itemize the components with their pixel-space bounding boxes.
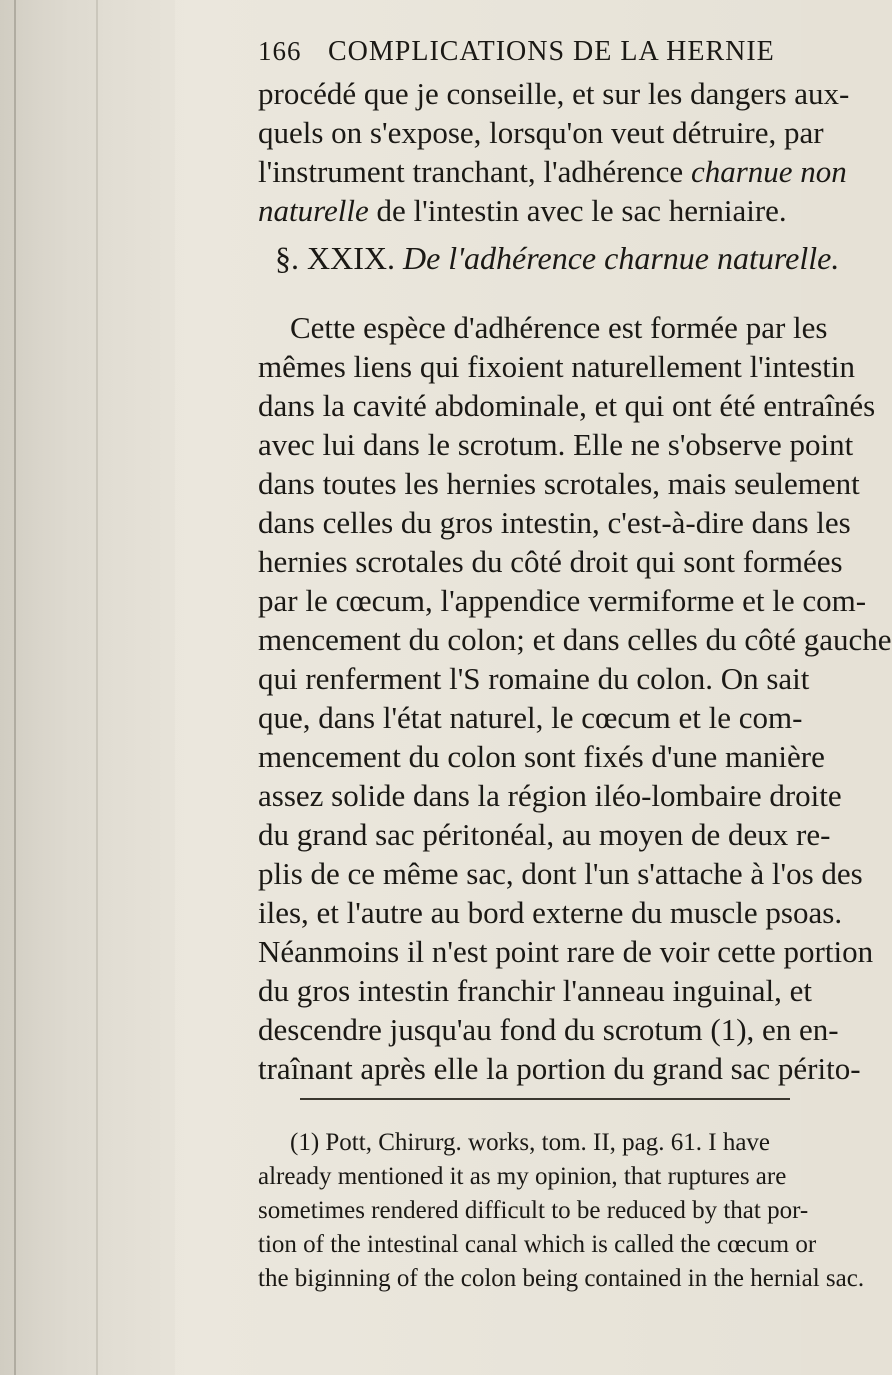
paragraph-line: mêmes liens qui fixoient naturellement l'intestin — [258, 349, 856, 384]
page-number: 166 — [258, 36, 302, 66]
body-line: naturelle de l'intestin avec le sac herniaire. — [258, 193, 787, 228]
paragraph-line: par le cœcum, l'appendice vermiforme et le com- — [258, 583, 867, 618]
paragraph-line: que, dans l'état naturel, le cœcum et le com- — [258, 700, 803, 735]
gutter-edge-line — [96, 0, 98, 1375]
body-line: quels on s'expose, lorsqu'on veut détruire, par — [258, 115, 824, 150]
body-line: procédé que je conseille, et sur les dangers aux- — [258, 76, 850, 111]
paragraph-line: assez solide dans la région iléo-lombaire droite — [258, 778, 842, 813]
paragraph-line: traînant après elle la portion du grand sac périto- — [258, 1051, 861, 1086]
running-head-title: COMPLICATIONS DE LA HERNIE — [328, 36, 775, 67]
footnote-line: sometimes rendered difficult to be reduced by that por- — [258, 1197, 809, 1224]
paragraph-line: mencement du colon; et dans celles du côté gauche — [258, 622, 892, 657]
paragraph-line: dans celles du gros intestin, c'est-à-dire dans les — [258, 505, 851, 540]
paragraph-line: Néanmoins il n'est point rare de voir cette portion — [258, 934, 874, 969]
section-title: De l'adhérence charnue naturelle. — [402, 240, 840, 276]
section-number: §. XXIX. — [275, 240, 395, 276]
body-line-text: l'instrument tranchant, l'adhérence charnue non — [258, 154, 847, 189]
footnote-line: tion of the intestinal canal which is called the cœcum or — [258, 1231, 817, 1258]
footnote-line: already mentioned it as my opinion, that ruptures are — [258, 1163, 787, 1190]
paragraph-line: du gros intestin franchir l'anneau inguinal, et — [258, 973, 812, 1008]
footnote-line: the biginning of the colon being contained in the hernial sac. — [258, 1265, 865, 1292]
footnote-separator — [300, 1098, 790, 1100]
paragraph-line: qui renferment l'S romaine du colon. On sait — [258, 661, 810, 696]
paragraph-line: descendre jusqu'au fond du scrotum (1), en en- — [258, 1012, 839, 1047]
section-heading — [275, 240, 839, 277]
footnote-line: (1) Pott, Chirurg. works, tom. II, pag. 61. I have — [290, 1129, 771, 1156]
paragraph-line: mencement du colon sont fixés d'une manière — [258, 739, 825, 774]
page-gutter — [0, 0, 175, 1375]
running-header — [258, 36, 775, 68]
gutter-edge-line — [14, 0, 16, 1375]
paragraph-line: plis de ce même sac, dont l'un s'attache à l'os des — [258, 856, 863, 891]
paragraph-line: avec lui dans le scrotum. Elle ne s'observe point — [258, 427, 854, 462]
body-line — [258, 154, 847, 190]
paragraph-line: iles, et l'autre au bord externe du muscle psoas. — [258, 895, 843, 930]
paragraph-line: dans toutes les hernies scrotales, mais seulement — [258, 466, 860, 501]
paragraph-line: hernies scrotales du côté droit qui sont formées — [258, 544, 843, 579]
paragraph-line: Cette espèce d'adhérence est formée par les — [290, 310, 828, 345]
paragraph-line: dans la cavité abdominale, et qui ont été entraînés — [258, 388, 876, 423]
paragraph-line: du grand sac péritonéal, au moyen de deux re- — [258, 817, 831, 852]
